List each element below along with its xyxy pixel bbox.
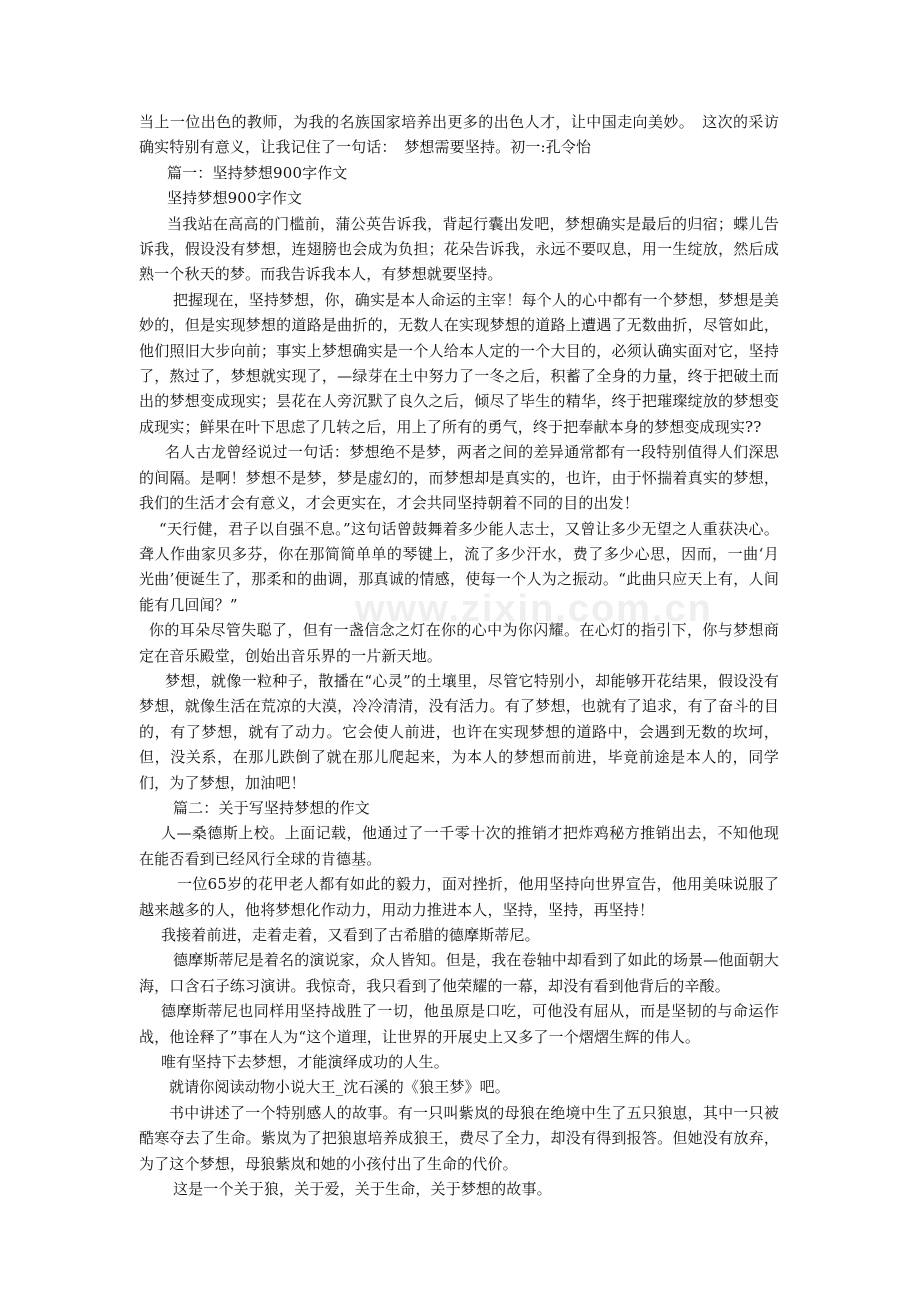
- paragraph: 把握现在，坚持梦想，你，确实是本人命运的主宰！每个人的心中都有一个梦想，梦想是美妙的，但是实现梦想的道路是曲折的，无数人在实现梦想的道路上遭遇了无数曲折，尽管如此，他们照旧大步向前；事实上梦想确实是一个人给本人定的一个大目的，必须认确实面对它，坚持了，熬过了，梦想就实现了，—绿芽在土中努力了一冬之后，积蓄了全身的力量，终于把破土而出的梦想变成现实；昙花在人旁沉默了良久之后，倾尽了毕生的精华，终于把璀璨绽放的梦想变成现实；鲜果在叶下思虑了几转之后，用上了所有的勇气，终于把奉献本身的梦想变成现实??: [139, 290, 780, 436]
- paragraph: 梦想，就像一粒种子，散播在“心灵”的土壤里，尽管它特别小，却能够开花结果，假设没有梦想，就像生活在荒凉的大漠，冷冷清清，没有活力。有了梦想，也就有了追求，有了奋斗的目的，有了梦想，就有了动力。它会使人前进，也许在实现梦想的道路中，会遇到无数的坎坷，但，没关系，在那儿跌倒了就在那儿爬起来，为本人的梦想而前进，毕竟前途是本人的，同学们，为了梦想，加油吧！: [139, 671, 779, 792]
- paragraph: 名人古龙曾经说过一句话：梦想绝不是梦，两者之间的差异通常都有一段特别值得人们深思的间隔。是啊！梦想不是梦，梦是虚幻的，而梦想却是真实的，也许，由于怀揣着真实的梦想，我们的生活才会有意义，才会更实在，才会共同坚持朝着不同的目的出发！: [139, 443, 779, 513]
- paragraph: 当我站在高高的门槛前，蒲公英告诉我，背起行囊出发吧，梦想确实是最后的归宿；蝶儿告诉我，假设没有梦想，连翅膀也会成为负担；花朵告诉我，永远不要叹息，用一生绽放，然后成熟一个秋天的梦。而我告诉我本人，有梦想就要坚持。: [139, 214, 779, 284]
- paragraph: 当上一位出色的教师，为我的名族国家培养出更多的出色人才，让中国走向美妙。 这次的采访确实特别有意义，让我记住了一句话： 梦想需要坚持。初一:孔令怡: [139, 113, 779, 157]
- paragraph: “天行健，君子以自强不息。”这句话曾鼓舞着多少能人志士，又曾让多少无望之人重获决心。聋人作曲家贝多芬，你在那简简单单的琴键上，流了多少汗水，费了多少心思，因而，一曲‘月光曲’便诞生了，那柔和的曲调，那真诚的情感，使每一个人为之振动。“此曲只应天上有，人间能有几回闻？”: [139, 519, 779, 614]
- paragraph: 德摩斯蒂尼也同样用坚持战胜了一切，他虽原是口吃，可他没有屈从，而是坚韧的与命运作战，他诠释了”事在人为“这个道理，让世界的开展史上又多了一个熠熠生辉的伟人。: [139, 1002, 779, 1046]
- paragraph: 唯有坚持下去梦想，才能演绎成功的人生。: [161, 1053, 449, 1072]
- paragraph: 这是一个关于狼，关于爱，关于生命，关于梦想的故事。: [173, 1180, 552, 1199]
- paragraph: 你的耳朵尽管失聪了，但有一盏信念之灯在你的心中为你闪耀。在心灯的指引下，你与梦想商定在音乐殿堂，创始出音乐界的一片新天地。: [139, 621, 779, 665]
- paragraph: 我接着前进，走着走着，又看到了古希腊的德摩斯蒂尼。: [161, 926, 540, 944]
- paragraph: 就请你阅读动物小说大王_沈石溪的《狼王梦》吧。: [169, 1078, 510, 1097]
- paragraph: 坚持梦想900字作文: [167, 189, 303, 208]
- paragraph: 人—桑德斯上校。上面记载，他通过了一千零十次的推销才把炸鸡秘方推销出去，不知他现在能否看到已经风行全球的肯德基。: [139, 824, 779, 868]
- watermark: www.zixin.com.cn: [355, 588, 713, 630]
- paragraph: 一位65岁的花甲老人都有如此的毅力，面对挫折，他用坚持向世界宣告，他用美味说服了越来越多的人，他将梦想化作动力，用动力推进本人，坚持，坚持，再坚持！: [139, 875, 779, 919]
- paragraph: 德摩斯蒂尼是着名的演说家，众人皆知。但是，我在卷轴中却看到了如此的场景—他面朝大海，口含石子练习演讲。我惊奇，我只看到了他荣耀的一幕，却没有看到他背后的辛酸。: [139, 951, 780, 995]
- paragraph: 篇二：关于写坚持梦想的作文: [173, 798, 370, 817]
- paragraph: 篇一：坚持梦想900字作文: [167, 163, 348, 182]
- paragraph: 书中讲述了一个特别感人的故事。有一只叫紫岚的母狼在绝境中生了五只狼崽，其中一只被酷寒夺去了生命。紫岚为了把狼崽培养成狼王，费尽了全力，却没有得到报答。但她没有放弃，为了这个梦想，母狼紫岚和她的小孩付出了生命的代价。: [139, 1103, 779, 1173]
- document-body: [139, 110, 779, 1202]
